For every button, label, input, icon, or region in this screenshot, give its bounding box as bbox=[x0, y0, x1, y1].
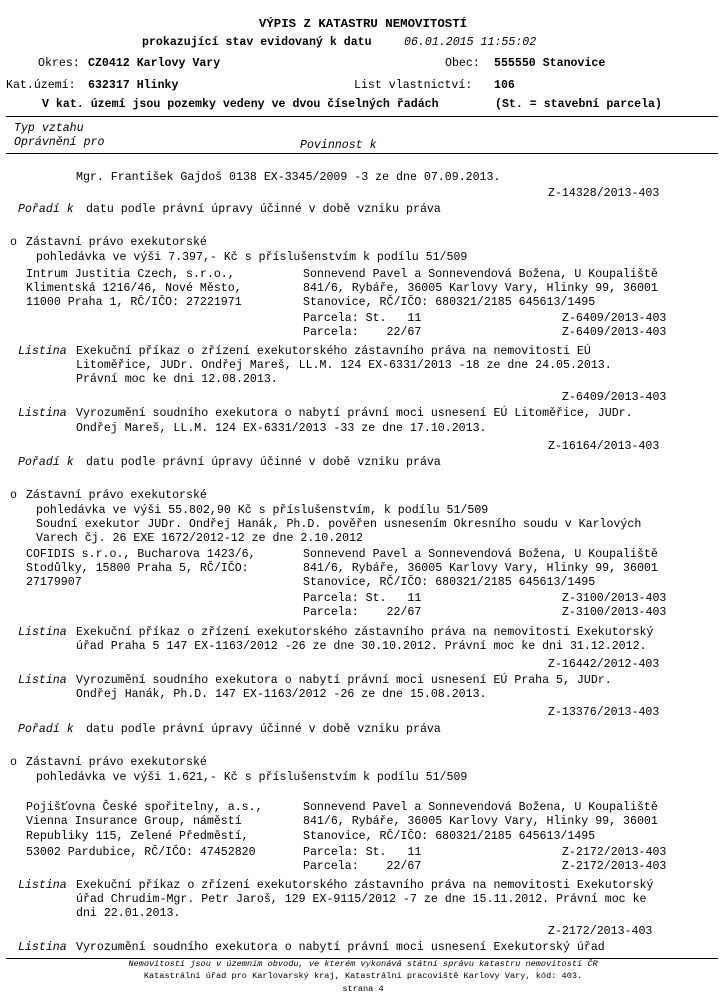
poradi-label: Pořadí k bbox=[18, 203, 74, 216]
listina-line: dni 22.01.2013. bbox=[76, 907, 181, 920]
listina-label: Listina bbox=[18, 407, 67, 420]
creditor-line: Republiky 115, Zelené Předměstí, bbox=[26, 830, 249, 843]
parcel-ref: Z-6409/2013-403 bbox=[562, 326, 667, 339]
listina-line: úřad Chrudim-Mgr. Petr Jaroš, 129 EX-9115/2012 -7 ze dne 15.11.2012. Právní moc ke bbox=[76, 893, 647, 906]
subtitle-date: 06.01.2015 11:55:02 bbox=[404, 36, 537, 49]
listina-ref: Z-16442/2012-403 bbox=[548, 658, 660, 671]
creditor-line: COFIDIS s.r.o., Bucharova 1423/6, bbox=[26, 548, 256, 561]
rady-note: (St. = stavební parcela) bbox=[495, 98, 662, 111]
debtor-line: 841/6, Rybáře, 36005 Karlovy Vary, Hlinky 99, 36001 bbox=[303, 562, 658, 575]
parcel-ref: Z-6409/2013-403 bbox=[562, 312, 667, 325]
entry-title: Zástavní právo exekutorské bbox=[26, 489, 207, 502]
entry-extra: Soudní exekutor JUDr. Ondřej Hanák, Ph.D. pověřen usnesením Okresního soudu v Karlových bbox=[36, 518, 642, 531]
listina-label: Listina bbox=[18, 674, 67, 687]
katuzemi-value: 632317 Hlinky bbox=[88, 79, 179, 92]
lv-label: List vlastnictví: bbox=[354, 79, 473, 92]
parcel-ref: Z-3100/2013-403 bbox=[562, 592, 667, 605]
poradi-text: datu podle právní úpravy účinné v době vzniku práva bbox=[86, 723, 441, 736]
creditor-line: Stodůlky, 15800 Praha 5, RČ/IČO: bbox=[26, 562, 249, 575]
listina-line: Exekuční příkaz o zřízení exekutorského zástavního práva na nemovitosti Exekutorský bbox=[76, 626, 654, 639]
column-typ-vztahu: Typ vztahu bbox=[14, 122, 84, 135]
listina-line: Vyrozumění soudního exekutora o nabytí právní moci usnesení EÚ Praha 5, JUDr. bbox=[76, 674, 612, 687]
katuzemi-label: Kat.území: bbox=[6, 79, 76, 92]
creditor-line: Vienna Insurance Group, náměstí bbox=[26, 815, 242, 828]
creditor-line: Intrum Justitia Czech, s.r.o., bbox=[26, 268, 235, 281]
listina-line: Ondřej Hanák, Ph.D. 147 EX-1163/2012 -26 ze dne 15.08.2013. bbox=[76, 688, 487, 701]
column-opravneni-pro: Oprávnění pro bbox=[14, 136, 105, 149]
parcel-line: Parcela: St. 11 bbox=[303, 312, 422, 325]
listina-line: Právní moc ke dni 12.08.2013. bbox=[76, 373, 278, 386]
obec-label: Obec: bbox=[445, 57, 480, 70]
header-rule-top bbox=[6, 116, 718, 117]
parcel-ref: Z-3100/2013-403 bbox=[562, 606, 667, 619]
document-title: VÝPIS Z KATASTRU NEMOVITOSTÍ bbox=[258, 17, 468, 31]
listina-line: úřad Praha 5 147 EX-1163/2012 -26 ze dne 30.10.2012. Právní moc ke dni 31.12.2012. bbox=[76, 640, 647, 653]
listina-label: Listina bbox=[18, 626, 67, 639]
parcel-line: Parcela: St. 11 bbox=[303, 846, 422, 859]
entry-claim: pohledávka ve výši 1.621,- Kč s příslušenstvím k podílu 51/509 bbox=[36, 771, 468, 784]
bullet-icon: o bbox=[10, 489, 17, 502]
creditor-line: Klimentská 1216/46, Nové Město, bbox=[26, 282, 242, 295]
entry-title: Zástavní právo exekutorské bbox=[26, 236, 207, 249]
listina-ref: Z-6409/2013-403 bbox=[562, 391, 667, 404]
rady-text: V kat. území jsou pozemky vedeny ve dvou číselných řadách bbox=[42, 98, 439, 111]
debtor-line: Sonnevend Pavel a Sonnevendová Božena, U Koupaliště bbox=[303, 268, 658, 281]
parcel-ref: Z-2172/2013-403 bbox=[562, 860, 667, 873]
creditor-line: 11000 Praha 1, RČ/IČO: 27221971 bbox=[26, 296, 242, 309]
debtor-line: Stanovice, RČ/IČO: 680321/2185 645613/1495 bbox=[303, 830, 596, 843]
listina-line: Exekuční příkaz o zřízení exekutorského zástavního práva na nemovitosti Exekutorský bbox=[76, 879, 654, 892]
poradi-text: datu podle právní úpravy účinné v době vzniku práva bbox=[86, 456, 441, 469]
entry-claim: pohledávka ve výši 55.802,90 Kč s příslušenstvím, k podílu 51/509 bbox=[36, 504, 489, 517]
page-number: strana 4 bbox=[342, 984, 384, 994]
top-line: Mgr. František Gajdoš 0138 EX-3345/2009 -3 ze dne 07.09.2013. bbox=[76, 171, 501, 184]
debtor-line: 841/6, Rybáře, 36005 Karlovy Vary, Hlinky 99, 36001 bbox=[303, 282, 658, 295]
listina-line: Exekuční příkaz o zřízení exekutorského zástavního práva na nemovitosti EÚ bbox=[76, 345, 591, 358]
debtor-line: Stanovice, RČ/IČO: 680321/2185 645613/1495 bbox=[303, 576, 596, 589]
listina-ref: Z-13376/2013-403 bbox=[548, 706, 660, 719]
poradi-text: datu podle právní úpravy účinné v době vzniku práva bbox=[86, 203, 441, 216]
listina-label: Listina bbox=[18, 941, 67, 954]
lv-value: 106 bbox=[494, 79, 515, 92]
parcel-ref: Z-2172/2013-403 bbox=[562, 846, 667, 859]
parcel-line: Parcela: St. 11 bbox=[303, 592, 422, 605]
column-povinnost-k: Povinnost k bbox=[300, 139, 377, 152]
creditor-line: Pojišťovna České spořitelny, a.s., bbox=[26, 801, 263, 814]
entry-title: Zástavní právo exekutorské bbox=[26, 756, 207, 769]
parcel-line: Parcela: 22/67 bbox=[303, 326, 422, 339]
listina-line: Ondřej Mareš, LL.M. 124 EX-6331/2013 -33 ze dne 17.10.2013. bbox=[76, 422, 487, 435]
creditor-line: 27179907 bbox=[26, 576, 82, 589]
footer-line-2: Katastrální úřad pro Karlovarský kraj, Katastrální pracoviště Karlovy Vary, kód: 403. bbox=[143, 971, 583, 981]
debtor-line: Sonnevend Pavel a Sonnevendová Božena, U Koupaliště bbox=[303, 548, 658, 561]
subtitle-prefix: prokazující stav evidovaný k datu bbox=[142, 36, 372, 49]
bullet-icon: o bbox=[10, 756, 17, 769]
parcel-line: Parcela: 22/67 bbox=[303, 860, 422, 873]
footer-line-1: Nemovitosti jsou v územním obvodu, ve kterém vykonává státní správu katastru nemovitostí ČR bbox=[128, 959, 598, 969]
debtor-line: Stanovice, RČ/IČO: 680321/2185 645613/1495 bbox=[303, 296, 596, 309]
bullet-icon: o bbox=[10, 236, 17, 249]
listina-label: Listina bbox=[18, 879, 67, 892]
entry-claim: pohledávka ve výši 7.397,- Kč s příslušenstvím k podílu 51/509 bbox=[36, 251, 468, 264]
okres-label: Okres: bbox=[38, 57, 80, 70]
listina-ref: Z-16164/2013-403 bbox=[548, 440, 660, 453]
okres-value: CZ0412 Karlovy Vary bbox=[88, 57, 221, 70]
listina-line: Vyrozumění soudního exekutora o nabytí právní moci usnesení EÚ Litoměřice, JUDr. bbox=[76, 407, 633, 420]
header-rule-bottom bbox=[6, 153, 718, 154]
top-ref: Z-14328/2013-403 bbox=[548, 187, 660, 200]
obec-value: 555550 Stanovice bbox=[494, 57, 606, 70]
creditor-line: 53002 Pardubice, RČ/IČO: 47452820 bbox=[26, 846, 256, 859]
debtor-line: Sonnevend Pavel a Sonnevendová Božena, U Koupaliště bbox=[303, 801, 658, 814]
parcel-line: Parcela: 22/67 bbox=[303, 606, 422, 619]
poradi-label: Pořadí k bbox=[18, 456, 74, 469]
listina-ref: Z-2172/2013-403 bbox=[548, 925, 653, 938]
listina-line: Litoměřice, JUDr. Ondřej Mareš, LL.M. 124 EX-6331/2013 -18 ze dne 24.05.2013. bbox=[76, 359, 612, 372]
debtor-line: 841/6, Rybáře, 36005 Karlovy Vary, Hlinky 99, 36001 bbox=[303, 815, 658, 828]
poradi-label: Pořadí k bbox=[18, 723, 74, 736]
listina-line: Vyrozumění soudního exekutora o nabytí právní moci usnesení Exekutorský úřad bbox=[76, 941, 605, 954]
entry-extra: Varech čj. 26 EXE 1672/2012-12 ze dne 2.10.2012 bbox=[36, 532, 363, 545]
listina-label: Listina bbox=[18, 345, 67, 358]
